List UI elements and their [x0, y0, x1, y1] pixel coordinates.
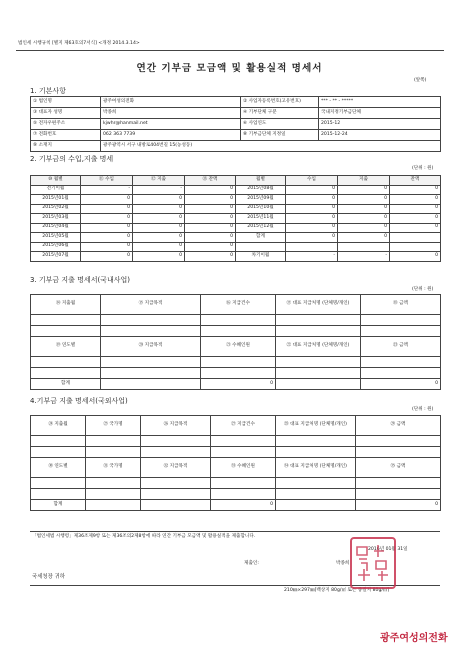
- label-designation-date: ⑧ 기부금단체 지정일: [241, 130, 319, 141]
- income-cell: 0: [81, 252, 133, 262]
- overseas-header-recipient: ㉘ 대표 지급처명 (단체명/개인): [276, 416, 356, 436]
- label-corp-name: ① 법인명: [31, 97, 101, 108]
- domestic-unit: (단위 : 원): [412, 287, 434, 292]
- income-cell: 2015년04월: [31, 223, 81, 233]
- income-cell: 0: [185, 204, 236, 214]
- income-cell: [286, 242, 338, 252]
- income-cell: 0: [338, 223, 390, 233]
- income-cell: -: [338, 252, 390, 262]
- submission-date: 2016년 01월 31일: [368, 547, 408, 552]
- label-address: ⑨ 소재지: [31, 141, 101, 152]
- income-cell: [236, 242, 286, 252]
- domestic-header-beneficiaries: ㉑ 수혜인원: [201, 337, 276, 357]
- overseas-header-beneficiaries: ㉝ 수혜인원: [211, 458, 276, 478]
- income-cell: 0: [286, 185, 338, 195]
- income-cell: 2015년07월: [31, 252, 81, 262]
- income-cell: [390, 242, 441, 252]
- basic-info-table: [30, 96, 441, 152]
- income-cell: 2015년05월: [31, 233, 81, 243]
- income-cell: 0: [286, 195, 338, 205]
- overseas-total-count: 0: [211, 500, 276, 511]
- submitter-name: 박종희: [336, 561, 350, 566]
- income-cell: 2015년10월: [236, 204, 286, 214]
- income-cell: [390, 233, 441, 243]
- income-cell: 2015년03월: [31, 214, 81, 224]
- income-cell: 0: [338, 195, 390, 205]
- overseas-header-amount-2: ㉟ 금액: [356, 458, 441, 478]
- watermark-text: 광주여성의전화: [380, 633, 448, 644]
- income-cell: 0: [390, 223, 441, 233]
- income-cell: 0: [390, 195, 441, 205]
- income-row: [31, 233, 441, 243]
- income-cell: 0: [81, 223, 133, 233]
- income-cell: 0: [185, 214, 236, 224]
- value-fiscal-year: 2015-12: [319, 119, 441, 130]
- income-row: [31, 204, 441, 214]
- income-cell: 2015년01월: [31, 195, 81, 205]
- income-cell: 0: [81, 204, 133, 214]
- seal-icon: [352, 539, 394, 587]
- label-fiscal-year: ⑥ 사업연도: [241, 119, 319, 130]
- overseas-header-country: ㉕ 국가명: [86, 416, 141, 436]
- submitter-label: 제출인:: [244, 561, 259, 566]
- income-cell: 0: [81, 242, 133, 252]
- income-row: [31, 242, 441, 252]
- income-cell: 0: [133, 223, 185, 233]
- domestic-header-recipient: ⑰ 대표 지급처명 (단체명/개인): [276, 295, 361, 315]
- income-cell: 0: [185, 233, 236, 243]
- income-cell: 0: [133, 242, 185, 252]
- income-table: [30, 175, 441, 262]
- domestic-header-count: ⑯ 지급건수: [201, 295, 276, 315]
- overseas-header-year: ㉚ 연도별: [31, 458, 86, 478]
- income-cell: [338, 242, 390, 252]
- value-donor-type: 국내지정기부금단체: [319, 108, 441, 119]
- overseas-header-purpose: ㉖ 지급목적: [141, 416, 211, 436]
- page-side-label: (앞쪽): [414, 78, 427, 83]
- overseas-header-country-2: ㉛ 국가명: [86, 458, 141, 478]
- income-cell: 합계: [236, 233, 286, 243]
- income-cell: 차기이월: [236, 252, 286, 262]
- income-header-month: ⑩ 월별: [31, 176, 81, 186]
- income-header-revenue-2: 수입: [286, 176, 338, 186]
- label-representative: ③ 대표자 성명: [31, 108, 101, 119]
- income-cell: 0: [185, 223, 236, 233]
- income-cell: 0: [338, 214, 390, 224]
- income-cell: 0: [338, 204, 390, 214]
- domestic-header-purpose: ⑮ 지급목적: [101, 295, 201, 315]
- income-cell: 2015년12월: [236, 223, 286, 233]
- income-cell: 2015년02월: [31, 204, 81, 214]
- domestic-total-label: 합계: [31, 379, 101, 390]
- income-unit: (단위 : 원): [412, 166, 434, 171]
- form-title: 연간 기부금 모금액 및 활용실적 명세서: [136, 63, 323, 74]
- income-cell: 2015년09월: [236, 195, 286, 205]
- income-cell: 0: [286, 223, 338, 233]
- domestic-header-recipient-2: ㉒ 대표 지급처명 (단체명/개인): [276, 337, 361, 357]
- income-cell: 0: [390, 204, 441, 214]
- income-header-expense: ⑫ 지출: [133, 176, 185, 186]
- income-cell: -: [81, 185, 133, 195]
- income-cell: 0: [81, 233, 133, 243]
- income-row: [31, 185, 441, 195]
- income-header-revenue: ⑪ 수입: [81, 176, 133, 186]
- income-cell: -: [133, 185, 185, 195]
- overseas-header-amount: ㉙ 금액: [356, 416, 441, 436]
- label-phone: ⑦ 전화번호: [31, 130, 101, 141]
- domestic-header-month: ⑭ 지출월: [31, 295, 101, 315]
- income-cell: 0: [286, 233, 338, 243]
- income-cell: 0: [81, 195, 133, 205]
- addressee: 국세청장 귀하: [32, 574, 65, 580]
- income-cell: 0: [390, 185, 441, 195]
- value-representative: 박종희: [101, 108, 241, 119]
- income-cell: 0: [185, 252, 236, 262]
- income-row: [31, 195, 441, 205]
- income-cell: 0: [338, 185, 390, 195]
- income-cell: 0: [133, 233, 185, 243]
- overseas-header-count: ㉗ 지급건수: [211, 416, 276, 436]
- income-header-expense-2: 지출: [338, 176, 390, 186]
- income-cell: 0: [390, 252, 441, 262]
- overseas-total-label: 합계: [31, 500, 86, 511]
- overseas-unit: (단위 : 원): [412, 407, 434, 412]
- income-cell: 0: [338, 233, 390, 243]
- income-cell: 0: [286, 204, 338, 214]
- submission-statement: 「법인세법 시행령」제36조제9항 또는 제36조의2제8항에 따라 연간 기부금 모금액 및 활용실적을 제출합니다.: [32, 534, 256, 539]
- section-domestic-title: 3. 기부금 지출 명세서(국내사업): [30, 276, 130, 284]
- overseas-header-recipient-2: ㉞ 대표 지급처명 (단체명/개인): [276, 458, 356, 478]
- value-corp-name: 광주여성의전화: [101, 97, 241, 108]
- value-designation-date: 2015-12-24: [319, 130, 441, 141]
- overseas-header-month: ㉔ 지출월: [31, 416, 86, 436]
- overseas-table: [30, 415, 441, 511]
- income-cell: 0: [185, 195, 236, 205]
- label-email: ⑤ 전자우편주소: [31, 119, 101, 130]
- domestic-header-amount: ⑱ 금액: [361, 295, 441, 315]
- section-basic-title: 1. 기본사항: [30, 87, 66, 95]
- income-row: [31, 214, 441, 224]
- income-cell: 2015년06월: [31, 242, 81, 252]
- section-income-title: 2. 기부금의 수입,지출 명세: [30, 155, 114, 163]
- value-address: 광주광역시 서구 내방로404번길 15(농성동): [101, 141, 441, 152]
- income-cell: 0: [286, 214, 338, 224]
- income-cell: -: [286, 252, 338, 262]
- organization-seal: [350, 537, 396, 589]
- domestic-header-amount-2: ㉓ 금액: [361, 337, 441, 357]
- income-header-month-2: 월별: [236, 176, 286, 186]
- income-cell: 0: [133, 252, 185, 262]
- income-row: [31, 223, 441, 233]
- income-cell: 2015년08월: [236, 185, 286, 195]
- income-row: [31, 252, 441, 262]
- value-business-number: *** - ** - *****: [319, 97, 441, 108]
- domestic-total-count: 0: [201, 379, 276, 390]
- overseas-header-purpose-2: ㉜ 지급목적: [141, 458, 211, 478]
- income-cell: 0: [133, 204, 185, 214]
- domestic-header-year: ⑲ 연도별: [31, 337, 101, 357]
- value-phone: 062 363 7739: [101, 130, 241, 141]
- income-cell: 전기이월: [31, 185, 81, 195]
- income-cell: 0: [133, 195, 185, 205]
- section-overseas-title: 4.기부금 지출 명세서(국외사업): [30, 397, 128, 405]
- domestic-total-amount: 0: [361, 379, 441, 390]
- regulation-reference: 법인세 시행규칙 [별지 제63호의7서식] <개정 2014.3.14>: [18, 41, 140, 46]
- domestic-header-purpose-2: ⑳ 지급목적: [101, 337, 201, 357]
- income-cell: 0: [390, 214, 441, 224]
- income-cell: 0: [81, 214, 133, 224]
- overseas-total-amount: 0: [356, 500, 441, 511]
- income-header-balance: ⑬ 잔액: [185, 176, 236, 186]
- domestic-table: [30, 294, 441, 390]
- income-cell: 0: [185, 242, 236, 252]
- label-donor-type: ④ 기부단체 구분: [241, 108, 319, 119]
- paper-spec: 210㎜×297㎜[백상지 80g/㎡ 또는 중질지 80g/㎡]: [284, 588, 390, 593]
- label-business-number: ② 사업자등록번호(고유번호): [241, 97, 319, 108]
- income-cell: 2015년11월: [236, 214, 286, 224]
- value-email: kjwhr@hanmail.net: [101, 119, 241, 130]
- income-cell: 0: [133, 214, 185, 224]
- income-header-balance-2: 잔액: [390, 176, 441, 186]
- income-cell: 0: [185, 185, 236, 195]
